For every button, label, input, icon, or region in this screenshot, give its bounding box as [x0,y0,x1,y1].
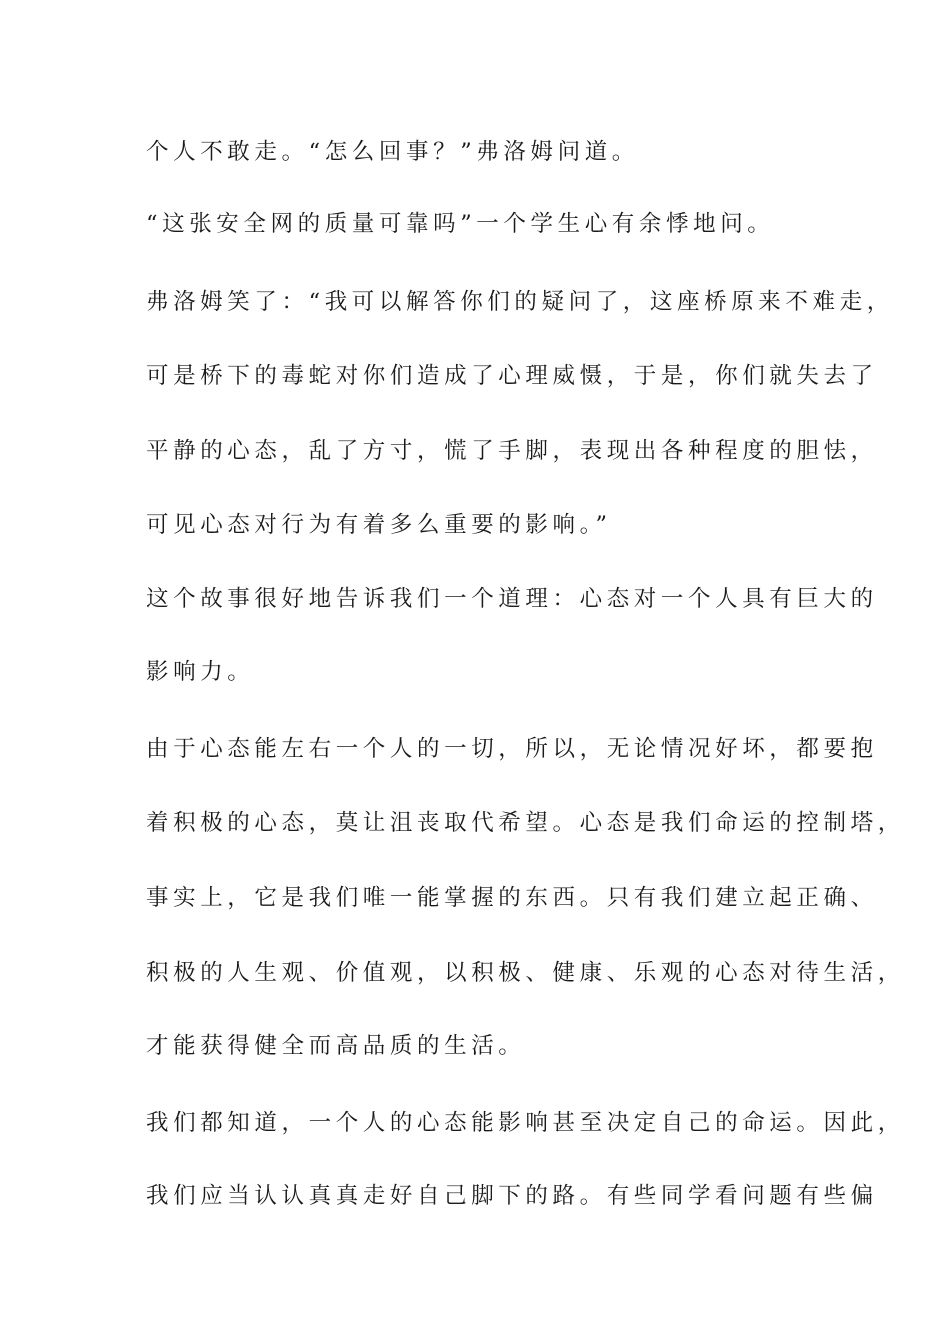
text-line: 才能获得健全而高品质的生活。 [146,1033,526,1059]
text-line: 由于心态能左右一个人的一切，所以，无论情况好坏，都要抱 [146,736,878,762]
text-line: “这张安全网的质量可靠吗”一个学生心有余悸地问。 [146,211,775,237]
text-line: 事实上，它是我们唯一能掌握的东西。只有我们建立起正确、 [146,885,878,911]
text-line: 影响力。 [146,659,255,685]
text-line: 弗洛姆笑了：“我可以解答你们的疑问了，这座桥原来不难走， [146,289,894,315]
text-line: 这个故事很好地告诉我们一个道理：心态对一个人具有巨大的 [146,586,878,612]
text-line: 着积极的心态，莫让沮丧取代希望。心态是我们命运的控制塔， [146,810,905,836]
text-line: 我们应当认认真真走好自己脚下的路。有些同学看问题有些偏 [146,1183,878,1209]
text-line: 个人不敢走。“怎么回事？”弗洛姆问道。 [146,139,639,165]
text-line: 我们都知道，一个人的心态能影响甚至决定自己的命运。因此， [146,1110,905,1136]
text-line: 平静的心态，乱了方寸，慌了手脚，表现出各种程度的胆怯， [146,438,878,464]
text-line: 可见心态对行为有着多么重要的影响。” [146,512,612,538]
text-line: 可是桥下的毒蛇对你们造成了心理威慑，于是，你们就失去了 [146,363,878,389]
text-line: 积极的人生观、价值观，以积极、健康、乐观的心态对待生活， [146,960,905,986]
